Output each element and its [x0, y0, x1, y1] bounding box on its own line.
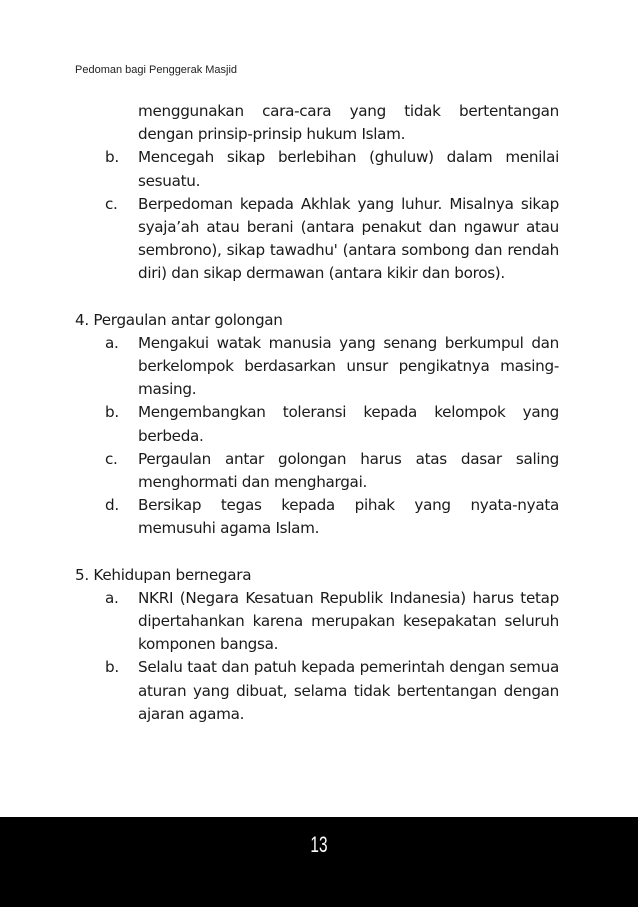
list-marker: c.: [105, 449, 118, 468]
list-item-continued: [75, 100, 559, 146]
list-item-text: Berpedoman kepada Akhlak yang luhur. Misalnya sikap syaja’ah atau berani (antara penakut dan ngawur atau sembrono), sikap tawadhu' (antara sombong dan rendah diri) dan sikap dermawan (antara kikir dan boros).: [138, 194, 559, 283]
list-item-text: menggunakan cara-cara yang tidak bertentangan dengan prinsip-prinsip hukum Islam.: [138, 102, 559, 144]
list-marker: b.: [105, 403, 119, 422]
list-item: [75, 587, 559, 657]
page-body: [75, 100, 559, 726]
list-item-text: Mengakui watak manusia yang senang berkumpul dan berkelompok berdasarkan unsur pengikatnya masing-masing.: [138, 333, 559, 399]
section-title: 5. Kehidupan bernegara: [75, 565, 252, 584]
list-item: [75, 448, 559, 494]
list-item: [75, 494, 559, 540]
list-marker: d.: [105, 496, 119, 515]
list-marker: a.: [105, 588, 119, 607]
list-item-text: Selalu taat dan patuh kepada pemerintah dengan semua aturan yang dibuat, selama tidak bertentangan dengan ajaran agama.: [138, 658, 559, 723]
list-item: [75, 656, 559, 726]
list-marker: b.: [105, 148, 119, 167]
page-footer: [0, 817, 638, 907]
list-item: [75, 401, 559, 447]
list-item-text: Mengembangkan toleransi kepada kelompok yang berbeda.: [138, 403, 559, 445]
running-header: Pedoman bagi Penggerak Masjid: [75, 64, 238, 76]
list-item-text: NKRI (Negara Kesatuan Republik Indanesia) harus tetap dipertahankan karena merupakan kesepakatan seluruh komponen bangsa.: [138, 588, 559, 654]
section-kehidupan-bernegara: [75, 564, 559, 726]
list-item-text: Bersikap tegas kepada pihak yang nyata-nyata memusuhi agama Islam.: [138, 496, 559, 538]
list-item: [75, 193, 559, 286]
list-marker: a.: [105, 333, 119, 352]
list-item-text: Pergaulan antar golongan harus atas dasar saling menghormati dan menghargai.: [138, 449, 559, 492]
list-item: [75, 146, 559, 192]
page-number: 13: [310, 832, 328, 857]
list-item: [75, 332, 559, 402]
section-title: 4. Pergaulan antar golongan: [75, 310, 283, 329]
list-item-text: Mencegah sikap berlebihan (ghuluw) dalam menilai sesuatu.: [138, 148, 559, 190]
section-pergaulan: [75, 309, 559, 541]
list-marker: c.: [105, 194, 118, 213]
list-marker: b.: [105, 658, 119, 677]
